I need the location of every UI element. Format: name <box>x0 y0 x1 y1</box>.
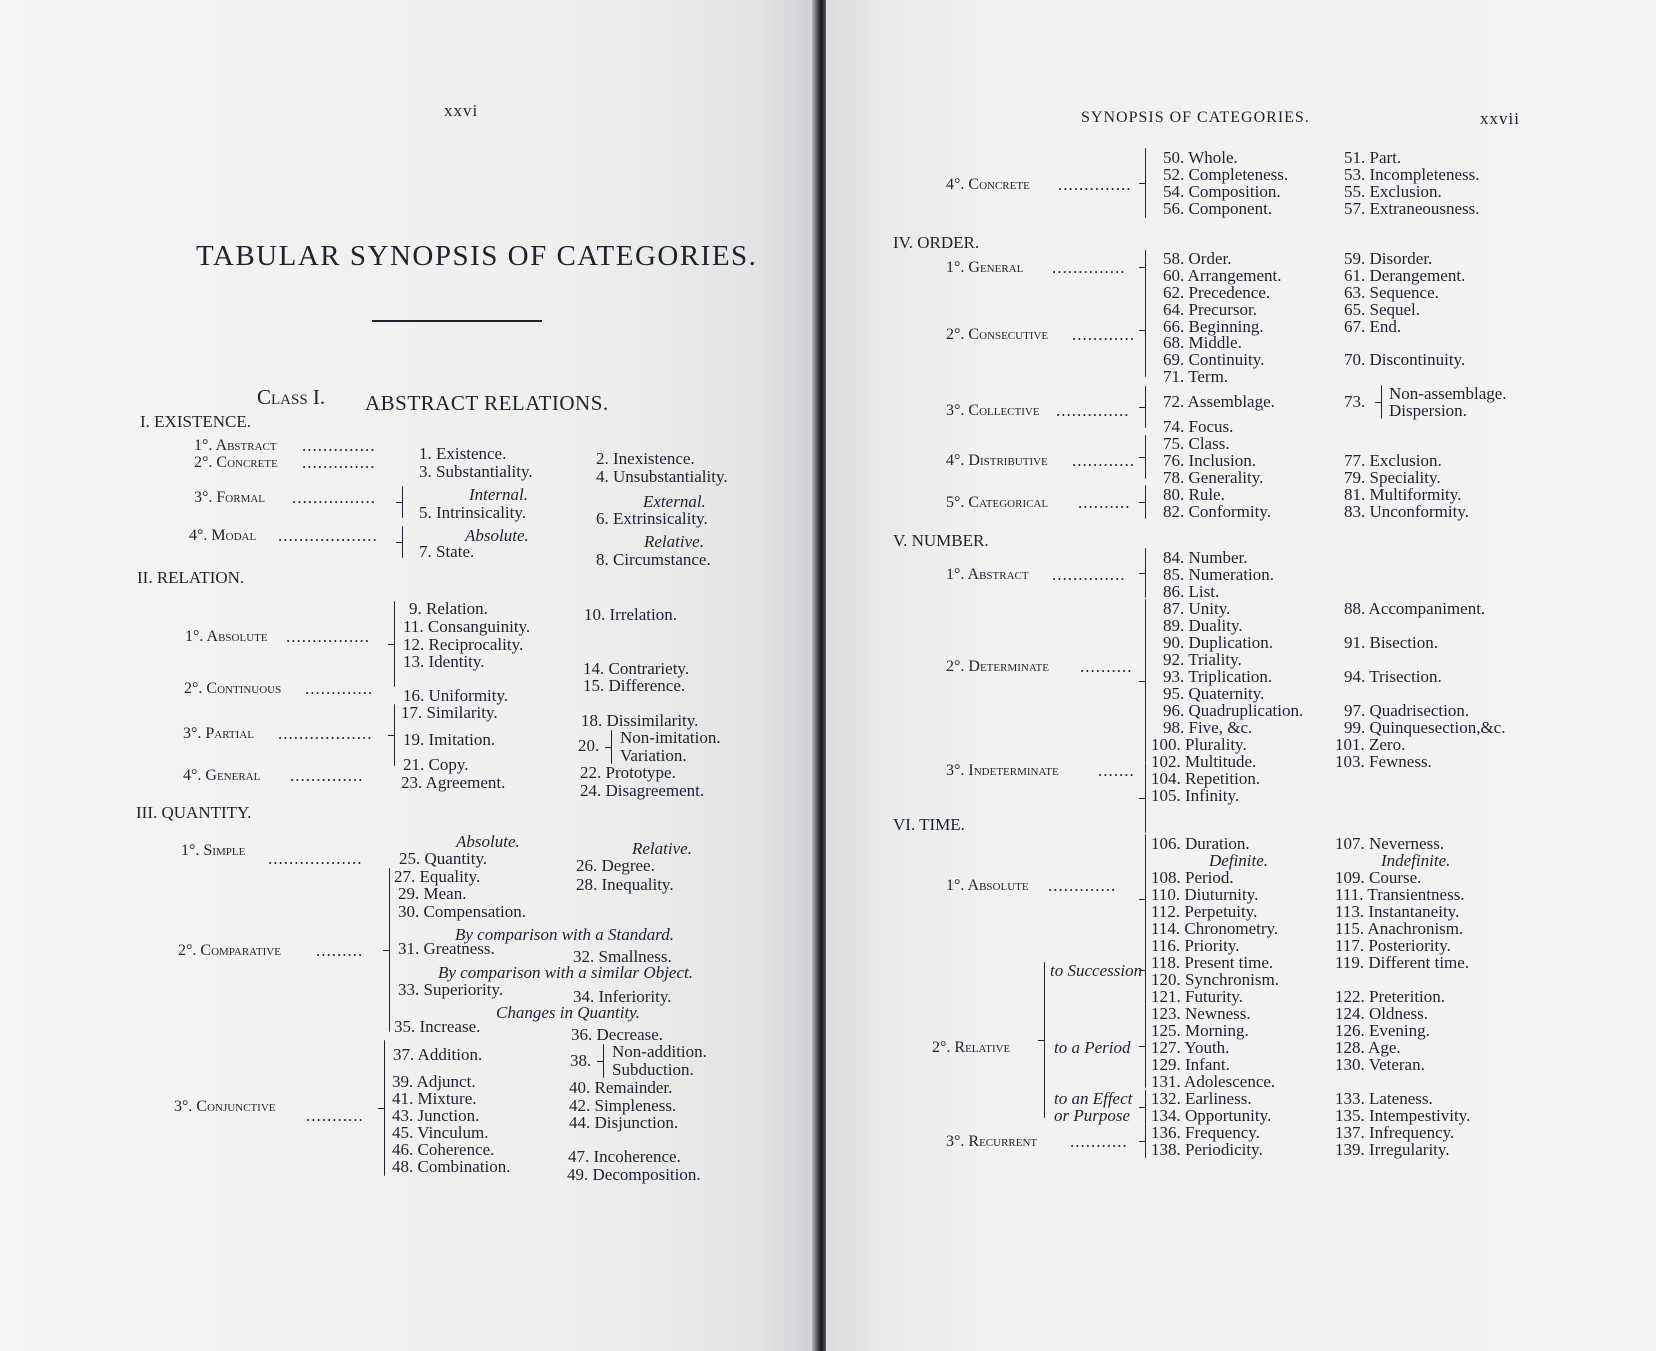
category-87: 87. Unity. <box>1163 599 1231 618</box>
category-44: 44. Disjunction. <box>569 1113 679 1132</box>
cat-label-consecutive: 2°. Consecutive <box>946 326 1049 343</box>
external-label: External. <box>643 492 706 511</box>
category-3: 3. Substantiality. <box>419 462 533 481</box>
category-73a: Non-assemblage. <box>1389 384 1507 403</box>
category-122: 122. Preterition. <box>1335 987 1446 1006</box>
class-label: Class I. <box>257 385 326 409</box>
cat-label-concrete: 2°. Concrete <box>194 454 278 471</box>
category-75: 75. Class. <box>1163 434 1230 453</box>
leader-dots: .............. <box>1056 401 1130 420</box>
category-5: 5. Intrinsicality. <box>419 503 527 522</box>
brace <box>1381 385 1382 419</box>
brace <box>394 601 395 687</box>
cat-label-abstract: 1°. Abstract <box>194 437 277 454</box>
leader-dots: .............. <box>302 453 376 472</box>
title-rule <box>372 320 542 322</box>
brace <box>1145 1004 1146 1088</box>
category-35: 35. Increase. <box>394 1017 481 1036</box>
category-47: 47. Incoherence. <box>568 1147 681 1166</box>
category-105: 105. Infinity. <box>1151 786 1240 805</box>
category-13: 13. Identity. <box>403 652 485 671</box>
category-65: 65. Sequel. <box>1344 300 1421 319</box>
internal-label: Internal. <box>469 485 529 504</box>
category-59: 59. Disorder. <box>1344 249 1433 268</box>
category-46: 46. Coherence. <box>392 1140 495 1159</box>
category-20-num: 20. <box>578 736 600 755</box>
cat-label-partial: 3°. Partial <box>183 725 254 742</box>
category-69: 69. Continuity. <box>1163 350 1265 369</box>
left-page <box>0 0 820 1351</box>
category-63: 63. Sequence. <box>1344 283 1439 302</box>
category-6: 6. Extrinsicality. <box>596 509 708 528</box>
brace <box>1145 599 1146 763</box>
heading-number: V. NUMBER. <box>893 531 989 550</box>
category-68: 68. Middle. <box>1163 333 1242 352</box>
category-102: 102. Multitude. <box>1151 752 1257 771</box>
category-124: 124. Oldness. <box>1335 1004 1429 1023</box>
brace <box>1145 936 1146 1004</box>
category-116: 116. Priority. <box>1151 936 1240 955</box>
category-133: 133. Lateness. <box>1335 1089 1433 1108</box>
leader-dots: ......... <box>316 941 364 960</box>
definite-label: Definite. <box>1209 851 1269 870</box>
or-purpose-label: or Purpose <box>1054 1106 1131 1125</box>
category-108: 108. Period. <box>1151 868 1234 887</box>
category-84: 84. Number. <box>1163 548 1248 567</box>
to-period-label: to a Period <box>1054 1038 1131 1057</box>
category-23: 23. Agreement. <box>401 773 506 792</box>
category-74: 74. Focus. <box>1163 417 1234 436</box>
category-11: 11. Consanguinity. <box>403 617 531 636</box>
leader-dots: .............. <box>1052 565 1126 584</box>
cat-label-continuous: 2°. Continuous <box>184 680 282 697</box>
category-41: 41. Mixture. <box>392 1089 477 1108</box>
category-21: 21. Copy. <box>403 755 469 774</box>
leader-dots: ........... <box>306 1106 364 1125</box>
brace <box>1145 435 1146 479</box>
category-56: 56. Component. <box>1163 199 1273 218</box>
class-title: ABSTRACT RELATIONS. <box>365 391 609 415</box>
category-18: 18. Dissimilarity. <box>581 711 699 730</box>
leader-dots: ................... <box>278 526 378 545</box>
category-101: 101. Zero. <box>1335 735 1406 754</box>
category-96: 96. Quadruplication. <box>1163 701 1304 720</box>
category-8: 8. Circumstance. <box>596 550 711 569</box>
category-86: 86. List. <box>1163 582 1220 601</box>
cat-label-relative: 2°. Relative <box>932 1039 1011 1056</box>
category-91: 91. Bisection. <box>1344 633 1438 652</box>
category-16: 16. Uniformity. <box>403 686 509 705</box>
leader-dots: .............. <box>302 436 376 455</box>
category-7: 7. State. <box>419 542 475 561</box>
cat-label-general: 4°. General <box>183 767 261 784</box>
category-93: 93. Triplication. <box>1163 667 1273 686</box>
category-38a: Non-addition. <box>612 1042 707 1061</box>
category-62: 62. Precedence. <box>1163 283 1271 302</box>
category-14: 14. Contrariety. <box>583 659 690 678</box>
brace <box>394 704 395 766</box>
category-61: 61. Derangement. <box>1344 266 1466 285</box>
cat-label-general: 1°. General <box>946 259 1024 276</box>
category-2: 2. Inexistence. <box>596 449 695 468</box>
category-73b: Dispersion. <box>1389 401 1467 420</box>
category-31: 31. Greatness. <box>398 939 495 958</box>
brace <box>402 486 403 518</box>
category-24: 24. Disagreement. <box>580 781 705 800</box>
category-114: 114. Chronometry. <box>1151 919 1279 938</box>
cat-label-recurrent: 3°. Recurrent <box>946 1133 1038 1150</box>
cat-label-concrete: 4°. Concrete <box>946 176 1030 193</box>
category-40: 40. Remainder. <box>569 1078 673 1097</box>
category-92: 92. Triality. <box>1163 650 1242 669</box>
brace <box>1145 548 1146 598</box>
category-130: 130. Veteran. <box>1335 1055 1425 1074</box>
category-138: 138. Periodicity. <box>1151 1140 1263 1159</box>
heading-relation: II. RELATION. <box>137 568 245 587</box>
brace <box>1145 1124 1146 1158</box>
category-109: 109. Course. <box>1335 868 1422 887</box>
category-89: 89. Duality. <box>1163 616 1243 635</box>
category-58: 58. Order. <box>1163 249 1232 268</box>
absolute-label: Absolute. <box>465 526 529 545</box>
cat-label-indeterminate: 3°. Indeterminate <box>946 762 1059 779</box>
category-51: 51. Part. <box>1344 148 1402 167</box>
category-45: 45. Vinculum. <box>392 1123 489 1142</box>
category-85: 85. Numeration. <box>1163 565 1274 584</box>
category-4: 4. Unsubstantiality. <box>596 467 728 486</box>
category-113: 113. Instantaneity. <box>1335 902 1460 921</box>
heading-time: VI. TIME. <box>893 815 965 834</box>
brace <box>402 526 403 558</box>
category-22: 22. Prototype. <box>580 763 676 782</box>
leader-dots: .............. <box>290 766 364 785</box>
category-33: 33. Superiority. <box>398 980 504 999</box>
category-136: 136. Frequency. <box>1151 1123 1260 1142</box>
category-73-num: 73. <box>1344 392 1366 411</box>
brace <box>1145 485 1146 519</box>
category-10: 10. Irrelation. <box>584 605 677 624</box>
category-42: 42. Simpleness. <box>569 1096 677 1115</box>
category-26: 26. Degree. <box>576 856 655 875</box>
category-1: 1. Existence. <box>419 444 507 463</box>
category-76: 76. Inclusion. <box>1163 451 1257 470</box>
category-106: 106. Duration. <box>1151 834 1250 853</box>
indefinite-label: Indefinite. <box>1381 851 1451 870</box>
object-label: By comparison with a similar Object. <box>438 963 693 982</box>
category-82: 82. Conformity. <box>1163 502 1271 521</box>
category-100: 100. Plurality. <box>1151 735 1247 754</box>
category-134: 134. Opportunity. <box>1151 1106 1272 1125</box>
category-107: 107. Neverness. <box>1335 834 1445 853</box>
category-36: 36. Decrease. <box>571 1025 664 1044</box>
category-32: 32. Smallness. <box>573 947 672 966</box>
category-30: 30. Compensation. <box>398 902 526 921</box>
heading-order: IV. ORDER. <box>893 233 980 252</box>
leader-dots: .............. <box>1052 258 1126 277</box>
cat-label-modal: 4°. Modal <box>189 527 257 544</box>
standard-label: By comparison with a Standard. <box>455 925 674 944</box>
category-123: 123. Newness. <box>1151 1004 1251 1023</box>
brace <box>611 730 612 764</box>
brace <box>1145 283 1146 377</box>
category-135: 135. Intempestivity. <box>1335 1106 1471 1125</box>
brace <box>384 1040 385 1176</box>
heading-existence: I. EXISTENCE. <box>140 412 251 431</box>
category-119: 119. Different time. <box>1335 953 1470 972</box>
leader-dots: .................. <box>278 724 373 743</box>
page-title: TABULAR SYNOPSIS OF CATEGORIES. <box>196 240 758 272</box>
category-80: 80. Rule. <box>1163 485 1225 504</box>
category-43: 43. Junction. <box>392 1106 480 1125</box>
category-88: 88. Accompaniment. <box>1344 599 1486 618</box>
absolute-label: Absolute. <box>456 832 520 851</box>
cat-label-comparative: 2°. Comparative <box>178 942 281 959</box>
brace <box>1145 250 1146 284</box>
category-64: 64. Precursor. <box>1163 300 1257 319</box>
category-125: 125. Morning. <box>1151 1021 1249 1040</box>
category-103: 103. Fewness. <box>1335 752 1432 771</box>
category-38b: Subduction. <box>612 1060 694 1079</box>
category-126: 126. Evening. <box>1335 1021 1430 1040</box>
brace <box>1145 763 1146 833</box>
cat-label-simple: 1°. Simple <box>181 842 246 859</box>
leader-dots: .............. <box>1058 175 1132 194</box>
cat-label-categorical: 5°. Categorical <box>946 494 1049 511</box>
category-37: 37. Addition. <box>393 1045 483 1064</box>
category-131: 131. Adolescence. <box>1151 1072 1276 1091</box>
relative-label: Relative. <box>644 532 704 551</box>
leader-dots: .................. <box>268 849 363 868</box>
page-number-left: xxvi <box>444 101 479 120</box>
category-20a: Non-imitation. <box>620 728 721 747</box>
category-137: 137. Infrequency. <box>1335 1123 1455 1142</box>
category-120: 120. Synchronism. <box>1151 970 1279 989</box>
cat-label-abstract: 1°. Abstract <box>946 566 1029 583</box>
category-127: 127. Youth. <box>1151 1038 1230 1057</box>
to-effect-label: to an Effect <box>1054 1089 1133 1108</box>
category-77: 77. Exclusion. <box>1344 451 1442 470</box>
category-99: 99. Quinquesection,&c. <box>1344 718 1506 737</box>
category-17: 17. Similarity. <box>401 703 498 722</box>
category-78: 78. Generality. <box>1163 468 1264 487</box>
leader-dots: ....... <box>1098 761 1135 780</box>
category-50: 50. Whole. <box>1163 148 1238 167</box>
category-90: 90. Duplication. <box>1163 633 1274 652</box>
category-57: 57. Extraneousness. <box>1344 199 1480 218</box>
brace <box>1145 1090 1146 1124</box>
to-succession-label: to Succession <box>1050 961 1143 980</box>
category-27: 27. Equality. <box>394 867 481 886</box>
category-15: 15. Difference. <box>583 676 686 695</box>
category-34: 34. Inferiority. <box>573 987 672 1006</box>
leader-dots: ................ <box>292 488 376 507</box>
leader-dots: ........... <box>1070 1132 1128 1151</box>
leader-dots: .......... <box>1080 657 1133 676</box>
cat-label-absolute: 1°. Absolute <box>185 628 268 645</box>
category-71: 71. Term. <box>1163 367 1229 386</box>
brace <box>1145 386 1146 428</box>
leader-dots: ............. <box>305 679 374 698</box>
category-29: 29. Mean. <box>398 884 467 903</box>
category-97: 97. Quadrisection. <box>1344 701 1470 720</box>
category-53: 53. Incompleteness. <box>1344 165 1480 184</box>
cat-label-conjunctive: 3°. Conjunctive <box>174 1098 276 1115</box>
cat-label-collective: 3°. Collective <box>946 402 1040 419</box>
category-66: 66. Beginning. <box>1163 317 1264 336</box>
category-60: 60. Arrangement. <box>1163 266 1282 285</box>
category-12: 12. Reciprocality. <box>403 635 524 654</box>
brace <box>603 1044 604 1078</box>
running-head: SYNOPSIS OF CATEGORIES. <box>1081 109 1310 126</box>
cat-label-absolute: 1°. Absolute <box>946 877 1029 894</box>
category-132: 132. Earliness. <box>1151 1089 1252 1108</box>
category-70: 70. Discontinuity. <box>1344 350 1466 369</box>
leader-dots: ............ <box>1072 325 1135 344</box>
category-95: 95. Quaternity. <box>1163 684 1265 703</box>
category-83: 83. Unconformity. <box>1344 502 1469 521</box>
category-94: 94. Trisection. <box>1344 667 1442 686</box>
category-67: 67. End. <box>1344 317 1402 336</box>
category-117: 117. Posteriority. <box>1335 936 1451 955</box>
right-page <box>826 0 1656 1351</box>
leader-dots: .......... <box>1078 493 1131 512</box>
category-48: 48. Combination. <box>392 1157 511 1176</box>
category-72: 72. Assemblage. <box>1163 392 1275 411</box>
leader-dots: ............. <box>1048 876 1117 895</box>
category-20b: Variation. <box>620 746 687 765</box>
category-28: 28. Inequality. <box>576 875 674 894</box>
category-112: 112. Perpetuity. <box>1151 902 1258 921</box>
category-81: 81. Multiformity. <box>1344 485 1462 504</box>
category-39: 39. Adjunct. <box>392 1072 476 1091</box>
category-98: 98. Five, &c. <box>1163 718 1253 737</box>
leader-dots: ................ <box>286 627 370 646</box>
relative-label: Relative. <box>632 839 692 858</box>
brace <box>389 868 390 1032</box>
brace <box>1145 148 1146 218</box>
category-55: 55. Exclusion. <box>1344 182 1442 201</box>
category-139: 139. Irregularity. <box>1335 1140 1450 1159</box>
category-38-num: 38. <box>570 1051 592 1070</box>
page-number-right: xxvii <box>1480 109 1520 128</box>
heading-quantity: III. QUANTITY. <box>136 803 252 822</box>
category-52: 52. Completeness. <box>1163 165 1289 184</box>
category-111: 111. Transientness. <box>1335 885 1465 904</box>
category-79: 79. Speciality. <box>1344 468 1441 487</box>
cat-label-distributive: 4°. Distributive <box>946 452 1048 469</box>
category-118: 118. Present time. <box>1151 953 1274 972</box>
category-9: 9. Relation. <box>409 599 488 618</box>
category-49: 49. Decomposition. <box>567 1165 701 1184</box>
cat-label-determinate: 2°. Determinate <box>946 658 1049 675</box>
leader-dots: ............ <box>1072 451 1135 470</box>
category-54: 54. Composition. <box>1163 182 1281 201</box>
category-19: 19. Imitation. <box>403 730 496 749</box>
category-121: 121. Futurity. <box>1151 987 1243 1006</box>
cat-label-formal: 3°. Formal <box>194 489 266 506</box>
category-129: 129. Infant. <box>1151 1055 1230 1074</box>
category-104: 104. Repetition. <box>1151 769 1261 788</box>
category-115: 115. Anachronism. <box>1335 919 1464 938</box>
category-128: 128. Age. <box>1335 1038 1401 1057</box>
category-25: 25. Quantity. <box>399 849 488 868</box>
changes-label: Changes in Quantity. <box>496 1003 641 1022</box>
category-110: 110. Diuturnity. <box>1151 885 1259 904</box>
brace <box>1044 962 1045 1118</box>
